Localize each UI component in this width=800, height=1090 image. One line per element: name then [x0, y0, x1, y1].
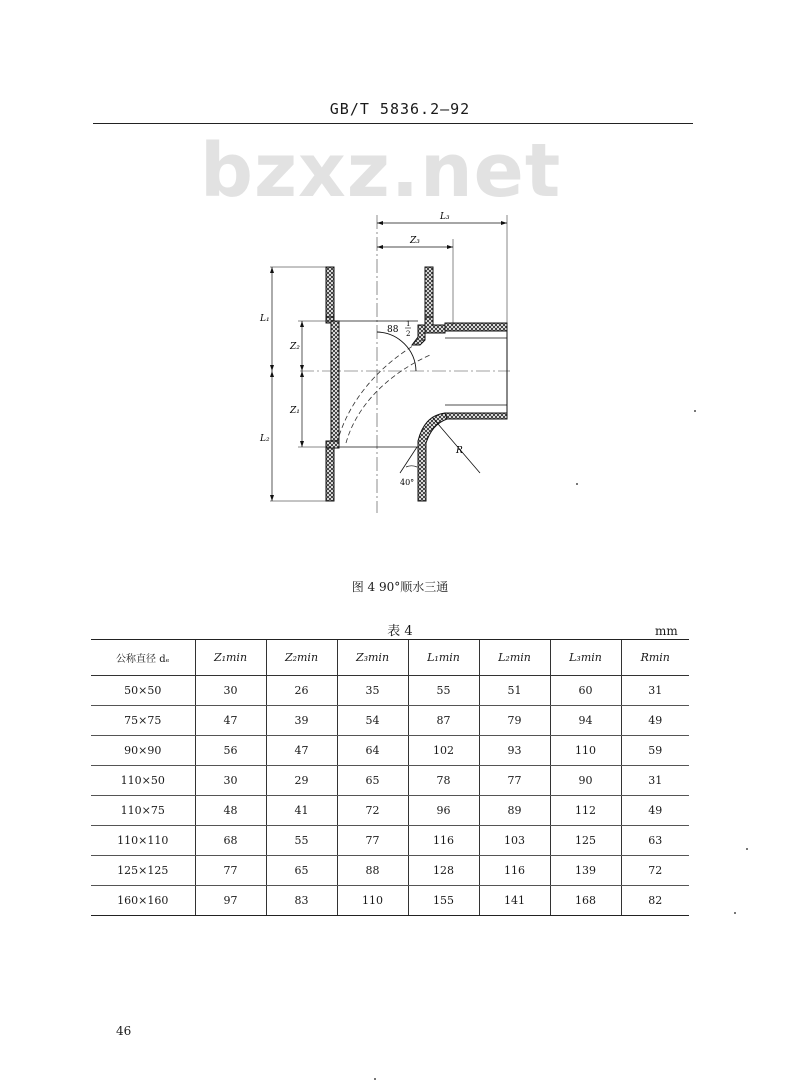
column-header: L₁min [408, 640, 479, 676]
table-cell: 96 [408, 796, 479, 826]
branch-socket-lower-wall [445, 413, 507, 419]
dim-z3-label: Z₃ [410, 236, 420, 246]
column-header: L₃min [550, 640, 621, 676]
left-body-wall [331, 321, 339, 447]
page-number: 46 [116, 1024, 132, 1038]
table-row [91, 676, 689, 706]
table-cell: 141 [479, 886, 550, 916]
table-cell: 51 [479, 676, 550, 706]
table-cell: 94 [550, 706, 621, 736]
table-cell: 65 [337, 766, 408, 796]
tee-fitting-drawing [240, 205, 540, 525]
figure-caption: 图 4 90°顺水三通 [351, 580, 449, 594]
table-row [91, 796, 689, 826]
column-header: Z₃min [337, 640, 408, 676]
table-cell: 110 [337, 886, 408, 916]
table-row [91, 766, 689, 796]
table-cell: 65 [266, 856, 337, 886]
table-cell: 82 [621, 886, 689, 916]
table-cell: 110×50 [91, 766, 195, 796]
table-cell: 97 [195, 886, 266, 916]
table-cell: 49 [621, 796, 689, 826]
table-cell: 102 [408, 736, 479, 766]
column-header: 公称直径 dₑ [91, 640, 195, 676]
table-cell: 110×110 [91, 826, 195, 856]
scan-speck [576, 483, 578, 485]
column-header: L₂min [479, 640, 550, 676]
column-header: Rmin [621, 640, 689, 676]
table-cell: 88 [337, 856, 408, 886]
radius-label: R [456, 446, 463, 456]
table-cell: 47 [266, 736, 337, 766]
branch-upper-wall [425, 317, 445, 333]
table-cell: 112 [550, 796, 621, 826]
column-header: Z₂min [266, 640, 337, 676]
dim-l1-label: L₁ [260, 314, 270, 324]
table-cell: 116 [479, 856, 550, 886]
table-cell: 125×125 [91, 856, 195, 886]
table-cell: 77 [479, 766, 550, 796]
table-cell: 49 [621, 706, 689, 736]
scan-speck [374, 1078, 376, 1080]
table-cell: 50×50 [91, 676, 195, 706]
table-cell: 35 [337, 676, 408, 706]
bottom-socket-left-wall [326, 448, 334, 501]
table-cell: 110×75 [91, 796, 195, 826]
table-cell: 89 [479, 796, 550, 826]
dim-l2-label: L₂ [260, 434, 270, 444]
table-cell: 72 [337, 796, 408, 826]
dim-l3-label: L₃ [440, 212, 450, 222]
table-cell: 83 [266, 886, 337, 916]
svg-text:1: 1 [406, 320, 411, 328]
table-row [91, 856, 689, 886]
table-row [91, 706, 689, 736]
table-cell: 78 [408, 766, 479, 796]
table-cell: 30 [195, 676, 266, 706]
table-cell: 116 [408, 826, 479, 856]
angle-88-label: 88 [387, 325, 399, 335]
table-cell: 168 [550, 886, 621, 916]
table-cell: 55 [266, 826, 337, 856]
table-cell: 77 [195, 856, 266, 886]
top-socket-right-wall [425, 267, 433, 317]
table-cell: 110 [550, 736, 621, 766]
table-cell: 31 [621, 766, 689, 796]
watermark: bzxz.net [200, 128, 562, 214]
dimensions-table [91, 639, 689, 916]
branch-socket-upper-wall [445, 323, 507, 331]
standard-number-header: GB/T 5836.2—92 [329, 100, 471, 118]
table-cell: 39 [266, 706, 337, 736]
column-header: Z₁min [195, 640, 266, 676]
dim-z2-label: Z₂ [290, 342, 300, 352]
table-cell: 72 [621, 856, 689, 886]
table-cell: 155 [408, 886, 479, 916]
table-cell: 139 [550, 856, 621, 886]
table-cell: 60 [550, 676, 621, 706]
dashed-sweep-inner [346, 355, 430, 443]
table-cell: 160×160 [91, 886, 195, 916]
radius-line [432, 417, 480, 473]
table-cell: 54 [337, 706, 408, 736]
top-socket-left-wall [326, 267, 334, 317]
table-cell: 48 [195, 796, 266, 826]
table-cell: 31 [621, 676, 689, 706]
table-cell: 87 [408, 706, 479, 736]
svg-text:2: 2 [406, 330, 411, 338]
table-cell: 64 [337, 736, 408, 766]
table-cell: 68 [195, 826, 266, 856]
table-cell: 30 [195, 766, 266, 796]
table-cell: 77 [337, 826, 408, 856]
table-cell: 56 [195, 736, 266, 766]
table-cell: 90×90 [91, 736, 195, 766]
table-row [91, 736, 689, 766]
table-cell: 41 [266, 796, 337, 826]
scan-speck [734, 912, 736, 914]
dim-z1-label: Z₁ [290, 406, 300, 416]
header-rule [93, 123, 693, 124]
sweep-curved-wall [418, 413, 447, 501]
table-cell: 93 [479, 736, 550, 766]
table-cell: 79 [479, 706, 550, 736]
table-cell: 90 [550, 766, 621, 796]
table-cell: 128 [408, 856, 479, 886]
table-cell: 125 [550, 826, 621, 856]
table-cell: 103 [479, 826, 550, 856]
table-header-row [91, 640, 689, 676]
table-cell: 55 [408, 676, 479, 706]
table-unit: mm [655, 624, 678, 638]
table-cell: 26 [266, 676, 337, 706]
table-title: 表 4 [387, 624, 413, 639]
table-row [91, 886, 689, 916]
angle-40-label: 40° [400, 478, 415, 487]
table-cell: 63 [621, 826, 689, 856]
table-cell: 47 [195, 706, 266, 736]
scan-speck [694, 410, 696, 412]
scan-speck [746, 848, 748, 850]
table-cell: 59 [621, 736, 689, 766]
table-cell: 29 [266, 766, 337, 796]
table-cell: 75×75 [91, 706, 195, 736]
table-row [91, 826, 689, 856]
